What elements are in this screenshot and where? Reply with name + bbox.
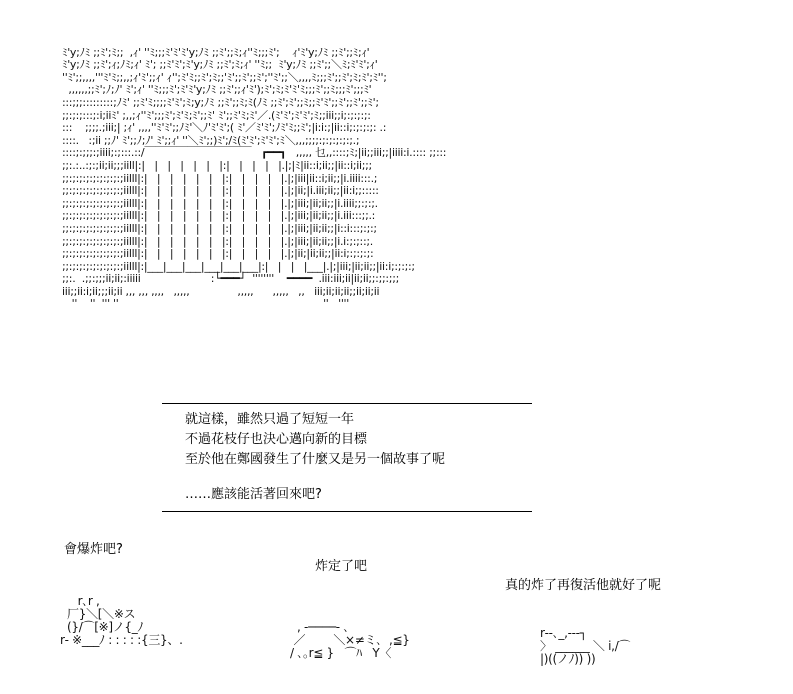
art-line: :::;;;:::::::::;ﾉﾐ' ;;ﾐ'ﾐ;;;;ﾐ'ﾐ';ﾐ;y;ﾉﾐ ;;ﾐ';;ﾐ;ﾐ(ﾉﾐ ;;ﾐ';ﾐ';;ﾐ;;ﾐ'ﾐ';;ﾐ';;ﾐ';;ﾐ'; <box>62 95 379 109</box>
ascii-art-left-character <box>60 582 183 647</box>
art-line: ﾐ'y;ﾉﾐ ;;ﾐ';ﾐ;; ,ｨ' ''ﾐ;;;ﾐ'ﾐ'ﾐ'y;ﾉﾐ ;;ﾐ';;ﾐ;ｨ''ﾐ;;;ﾐ'; ｨ'ﾐ'y;ﾉﾐ ;;ﾐ';;ﾐ;ｨ' <box>62 45 370 59</box>
art-line: ／ ＼×≠ミ､ ,≦} <box>290 633 410 647</box>
art-line: 〉 ______ ＼ i,/⌒ <box>540 639 631 653</box>
comment-right: 真的炸了再復活他就好了呢 <box>505 578 662 593</box>
narration-line-2: 不過花枝仔也決心邁向新的目標 <box>185 432 368 447</box>
narration-top-rule <box>162 403 532 404</box>
art-line: '' '' ''' '' '' '''' <box>62 297 349 311</box>
art-line: ''ﾐ';;,,,,'''ﾐ'ﾐ;;,,;ｨ'ﾐ';;ｨ' ｨ'';ﾐ'ﾐ;;ﾐ';ﾐ;;'ﾐ';;ﾐ';;ﾐ';''ﾐ';;＼,,,,ﾐ;;;ﾐ';;ﾐ';ﾐ;ﾐ';ﾐ''; <box>62 70 387 84</box>
art-line: / ､｡r≦ } ⌒ﾊ Y〈 <box>290 646 392 660</box>
ascii-art-middle-character <box>290 608 410 660</box>
art-line: ;;:;:;:;:;:;:;:;:;iilll|:| | | | | | |:| | | | |.|;|ii;|ii;ii;;|ii:i;:;:;:;: <box>62 247 374 261</box>
art-line: r‐ ※___ﾉ : : : : :{三}、. <box>60 633 183 647</box>
art-line: r‐‐､_,‐‐‐┐ <box>540 626 587 640</box>
art-line: ;;:;:;:;:;:;:;:;:;iilll|:| | | | | | |:| | | | |.|;|iii;|ii;ii;;|i.iii:::;;.: <box>62 209 376 223</box>
narration-line-4: ……應該能活著回來吧? <box>185 487 322 502</box>
art-line: |)((ノﾉ)) )) <box>540 652 596 666</box>
art-line: ::::. :;ii ;;ﾉ' ﾐ';;ﾉ;ﾉ' ﾐ';;ｨ' ''＼ﾐ';;)ﾐ';/ﾐ(ﾐ'ﾐ';ﾐ'ﾐ';ﾐ＼,,,;;;;:;:;:;:;:;.; <box>62 133 360 147</box>
art-line: ::::;:;;;:;iiii;:;:::.::/￣￣￣￣￣￣￣￣￣￣ ┏━━┓ ,,,,, 乜,,::::;ﾐ;|ii;;iii;;|iiii:i.:::: ;;::: <box>62 146 447 160</box>
narration-line-3: 至於他在鄭國發生了什麼又是另一個故事了呢 <box>185 452 446 467</box>
comment-left: 會爆炸吧? <box>64 542 123 557</box>
ascii-art-right-character <box>540 614 630 666</box>
art-line: ;;:;:;:;:;:;:;:;:;iilll|:| | | | | | |:| | | | |.|;|ii;|i.iii;ii;;|ii:i;;::::: <box>62 184 379 198</box>
narration-bottom-rule <box>162 511 532 512</box>
art-line: iii;;ii:i;ii;;;ii;ii ,,, ,,, ,,,, ,,,,, ,,,,, ,,,,, ,, iii;ii;ii;ii;;ii;ii;ii <box>62 284 380 298</box>
art-line: ;;:;:;:;:;:;:;:;:;iilll|:| | | | | | |:| | | | |.|;|iii;|ii;ii;;|i.iiii;;:;:;. <box>62 196 378 210</box>
art-line: r､r , <box>60 594 100 608</box>
art-line: , -────- ､ <box>290 620 350 634</box>
art-line: ::: ;;;;.;iii;| ;ｨ' ,,,,''ﾐ'ﾐ';;ﾉﾐ'＼ﾉ'ﾐ'ﾐ';( ﾐ'／ﾐ'ﾐ';ﾉﾐ'ﾐ;;ﾐ';|i:i:;|ii::i;:;:;:;: .: <box>62 121 387 135</box>
art-line: ;;:.:..:;:;ii;ii;;;iill|:| | | | | | |:| | | | |.|;|ﾐ|ii::i;ii;;|ii::i;ii;;; <box>62 158 372 172</box>
art-line: ;;:. .;;:;;;ii;ii;:iiiii :└━━━┘ '''''''' ━━━━ .iii:iii;ii|ii;ii;;:;;:;;; <box>62 272 400 286</box>
ascii-art-scene <box>62 34 446 311</box>
art-line: 厂}＼[＼※ス <box>60 607 136 621</box>
art-line: ,,,,,,;;ﾐ';ﾉ;ﾉ' ﾐ';ｨ' ''ﾐ;;;ﾐ';ﾐ'ﾐ'y;ﾉﾐ ;;ﾐ';;ｨ'ﾐ');ﾐ';ﾐ;ﾐ'ﾐ'ﾐ;;;ﾐ';;ﾐ;;;ﾐ';;;ﾐ' <box>62 83 372 97</box>
art-line: ;;:;:;:;:;:;:;:;:;iilll|:|___|___|___|___|___|___|:| | | |___|.|;|iii;|ii;ii;;|ii:i;:;:;:; <box>62 259 415 273</box>
comment-middle: 炸定了吧 <box>315 559 368 574</box>
art-line: ;;:;:;:;:;:;:;:;:;iilll|:| | | | | | |:| | | | |.|;|iii;|ii;ii;;|i::i:::;:;:; <box>62 221 377 235</box>
art-line: ;;:;:;:;:;:;:;:;:;iilll|:| | | | | | |:| | | | |.|;|iii;|ii;ii;;|i.i:;:;::;. <box>62 234 373 248</box>
art-line: ﾐ'y;ﾉﾐ ;;ﾐ';ｨ;ﾉﾐ;ｨ' ﾐ'; ;;ﾐ'ﾐ';ﾐ'y;ﾉﾐ ;;ﾐ';ﾐ;ｨ' ''ﾐ;; ﾐ'y;ﾉﾐ ;;ﾐ';;＼ﾐ;ﾐ'ﾐ';ｨ' <box>62 58 378 72</box>
art-line: ;;:;:;:;:;:;:;:;:;iilll|:| | | | | | |:| | | | |.|;|iii|ii::i;ii;;|i.iiii:::.; <box>62 171 378 185</box>
narration-line-1: 就這樣，雖然只過了短短一年 <box>185 412 355 427</box>
art-line: ;;:;:;:::;:i;iiﾐ' ;,,;ｨ''ﾐ';;;ﾐ';ﾐ'ﾐ;ﾐ';;ﾐ' ﾐ';;ﾐ'ﾐ;ﾐ'／.(ﾐ'ﾐ';ﾐ'ﾐ';ﾐ;;iii;;i;:;:;:;: <box>62 108 371 122</box>
art-line: (}/⌒[※]ノ{_ﾉ <box>60 620 144 634</box>
